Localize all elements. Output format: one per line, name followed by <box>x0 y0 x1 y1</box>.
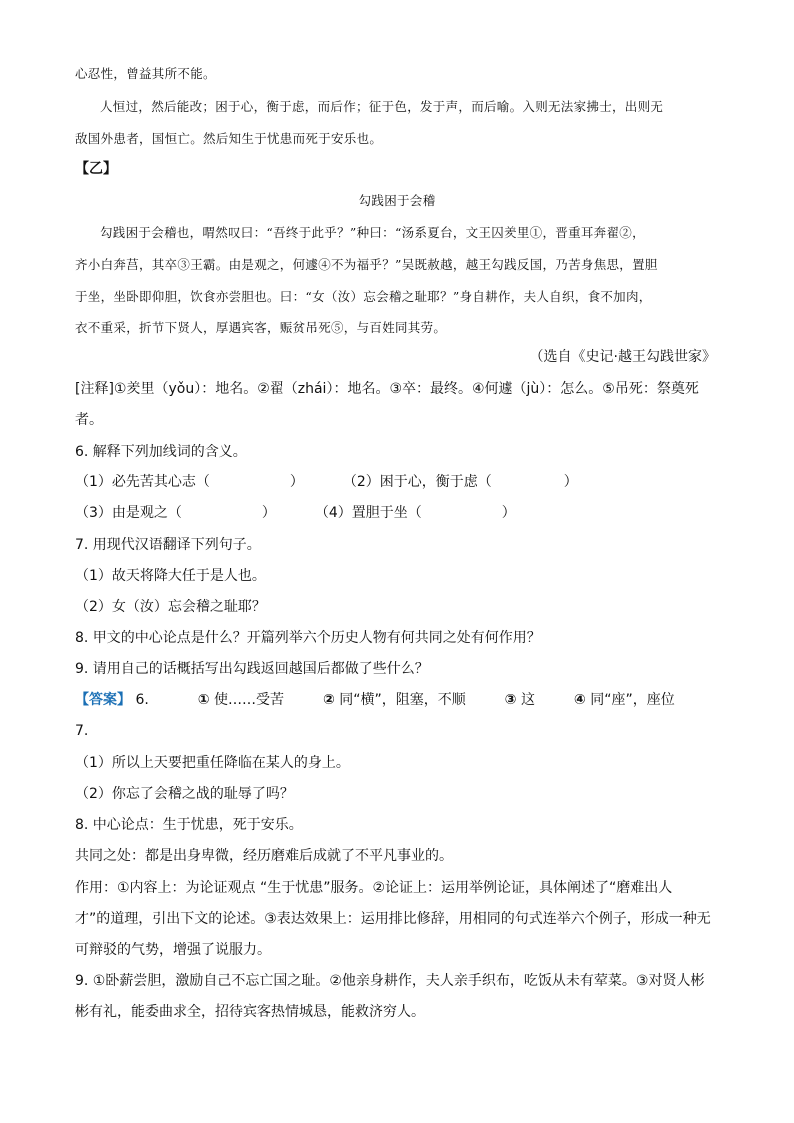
q6-item-4: （4）置胆于坐（ ） <box>314 505 516 521</box>
answer-6-row: 【答案】 6. ① 使……受苦 ② 同“横”，阻塞，不顺 ③ 这 ④ 同“座”，座位 <box>75 692 675 708</box>
answer-7-item: （2）你忘了会稽之战的耻辱了吗？ <box>75 786 294 802</box>
answer-8-line: 可辩驳的气势，增强了说服力。 <box>75 942 271 958</box>
question-6: 6. 解释下列加线词的含义。 <box>75 444 247 460</box>
q6-item-3: （3）由是观之（ ） <box>75 505 276 521</box>
source-citation: （选自《史记·越王勾践世家》 <box>529 349 716 365</box>
yi-text-line: 衣不重采，折节下贤人，厚遇宾客，赈贫吊死⑤，与百姓同其劳。 <box>75 320 447 335</box>
notes-line: [注释]①羑里（yǒu）：地名。②翟（zhái）：地名。③卒：最终。④何遽（jù）：怎么。⑤吊死：祭奠死 <box>75 381 699 397</box>
answer-8-line: 作用：①内容上：为论证观点 “生于忧患”服务。②论证上：运用举例论证，具体阐述了“磨难出人 <box>75 880 673 896</box>
question-9: 9. 请用自己的话概括写出勾践返回越国后都做了些什么？ <box>75 661 429 677</box>
jia-text-line: 心忍性，曾益其所不能。 <box>75 66 216 81</box>
question-7-item: （1）故天将降大任于是人也。 <box>75 568 266 584</box>
answer-8-line: 8. 中心论点：生于忧患，死于安乐。 <box>75 817 303 833</box>
question-8: 8. 甲文的中心论点是什么？开篇列举六个历史人物有何共同之处有何作用？ <box>75 630 541 646</box>
question-6-row <box>75 503 516 523</box>
yi-text-line: 齐小白奔莒，其卒③王霸。由是观之，何遽④不为福乎？”吴既赦越，越王勾践反国，乃苦身焦思，置胆 <box>75 257 658 272</box>
jia-text-line: 敌国外患者，国恒亡。然后知生于忧患而死于安乐也。 <box>75 131 383 146</box>
q6-item-2: （2）困于心，衡于虑（ ） <box>342 474 578 490</box>
section-label-yi: 【乙】 <box>75 161 117 177</box>
yi-text-line: 勾践困于会稽也，喟然叹曰：“吾终于此乎？”种曰：“汤系夏台，文王囚羑里①，晋重耳奔翟②， <box>100 225 645 240</box>
question-6-row <box>75 472 578 492</box>
answer-tag: 【答案】 <box>75 692 131 708</box>
q6-item-1: （1）必先苦其心志（ ） <box>75 474 304 490</box>
question-7-item: （2）女（汝）忘会稽之耻耶？ <box>75 599 266 615</box>
answer-7-item: （1）所以上天要把重任降临在某人的身上。 <box>75 755 350 771</box>
yi-text-line: 于坐，坐卧即仰胆，饮食亦尝胆也。曰：“女（汝）忘会稽之耻耶？”身自耕作，夫人自织，食不加肉， <box>75 289 652 304</box>
passage-title: 勾践困于会稽 <box>358 193 436 208</box>
answer-8-line: 才”的道理，引出下文的论述。③表达效果上：运用排比修辞，用相同的句式连举六个例子，形成一种无 <box>75 911 711 927</box>
answer-9-line: 彬有礼，能委曲求全，招待宾客热情城恳，能救济穷人。 <box>75 1004 425 1020</box>
answer-8-line: 共同之处：都是出身卑微，经历磨难后成就了不平凡事业的。 <box>75 848 453 864</box>
answer-7-number: 7. <box>75 723 89 739</box>
question-7: 7. 用现代汉语翻译下列句子。 <box>75 537 261 553</box>
notes-line: 者。 <box>75 412 103 428</box>
answer-9-line: 9. ①卧薪尝胆，激励自己不忘亡国之耻。②他亲身耕作，夫人亲手织布，吃饭从未有荤菜。③对贤人彬 <box>75 973 705 989</box>
jia-text-line: 人恒过，然后能改；困于心，衡于虑，而后作；征于色，发于声，而后喻。入则无法家拂士，出则无 <box>100 99 664 114</box>
